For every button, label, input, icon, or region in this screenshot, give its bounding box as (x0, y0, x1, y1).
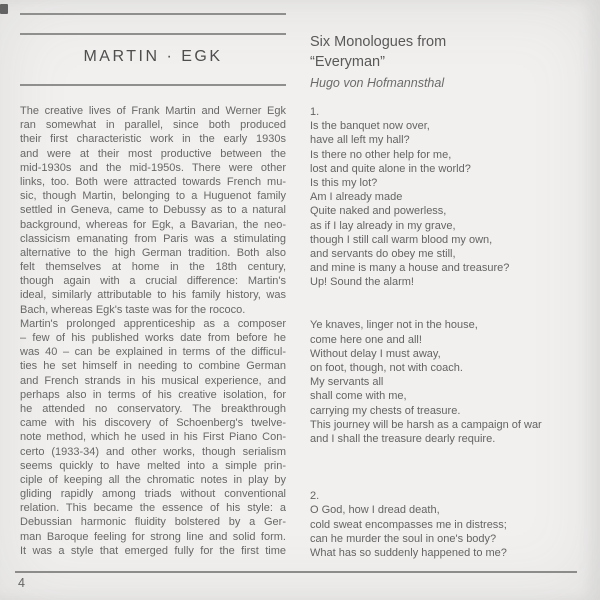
author-byline: Hugo von Hofmannsthal (310, 76, 445, 90)
poem-line: lost and quite alone in the world? (310, 162, 471, 175)
poem-line: and mine is many a house and treasure? (310, 262, 510, 275)
essay-line: ideal, similarly attributable to his family history, was (20, 289, 286, 302)
poem-line: O God, how I dread death, (310, 504, 440, 517)
essay-line: It was a style that emerged fully for the first time (20, 544, 286, 557)
poem-line: This journey will be harsh as a campaign of war (310, 418, 542, 431)
poem-line: Quite naked and powerless, (310, 205, 447, 218)
poem-line: can he murder the soul in one's body? (310, 532, 497, 545)
poem-line: carrying my chests of treasure. (310, 404, 461, 417)
essay-line: was 40 – can be explained in terms of the difficul- (20, 346, 286, 359)
poem-line: Am I already made (310, 191, 403, 204)
poem-line: cold sweat encompasses me in distress; (310, 518, 507, 531)
poem-line: Ye knaves, linger not in the house, (310, 319, 478, 332)
work-title (310, 33, 588, 72)
left-column (20, 0, 286, 600)
essay-line: ciple of keeping all the chromatic notes in play by (20, 473, 286, 486)
essay-line: classicism emanating from Paris was a stimulating (20, 232, 286, 245)
page-number: 4 (18, 576, 25, 590)
essay-line: note method, which he used in his First Piano Con- (20, 431, 286, 444)
essay-line: he attended no conservatory. The breakthrough (20, 402, 286, 415)
poem-line: come here one and all! (310, 333, 422, 346)
essay-line: perhaps also in terms of his creative isolation, for (20, 388, 286, 401)
poem-line: Up! Sound the alarm! (310, 276, 414, 289)
essay-line: ran somewhat in parallel, since both produced (20, 119, 286, 132)
header-rule-middle (20, 33, 286, 35)
essay-line: though again with a crucial difference: Martin's (20, 275, 286, 288)
scan-artifact (0, 4, 8, 14)
essay-line: Bach, whereas Egk's taste was for the rococo. (20, 303, 246, 316)
essay-line: settled in Geneva, came to Debussy as to a natural (20, 204, 286, 217)
header-rule-top (20, 13, 286, 15)
poem-line: Is this my lot? (310, 176, 378, 189)
poem-line: and I shall the treasure dearly require. (310, 432, 496, 445)
essay-line: Debussian harmonic fluidity bolstered by a Ger- (20, 516, 286, 529)
work-title-line1: Six Monologues from (310, 34, 447, 50)
section-title: MARTIN · EGK (83, 48, 223, 65)
poem-stanza (310, 105, 588, 289)
essay-line: man Baroque feeling for strong line and solid form. (20, 530, 286, 543)
essay-line: gliding rapidly among triads without conventional (20, 488, 286, 501)
essay-line: Martin's prolonged apprenticeship as a composer (20, 317, 286, 330)
poem-line: Is there no other help for me, (310, 148, 452, 161)
footer-rule (15, 571, 577, 573)
poem-line: 1. (310, 106, 320, 118)
work-title-line2: “Everyman” (310, 53, 385, 70)
poem-line: have all left my hall? (310, 134, 410, 147)
poem-line: Without delay I must away, (310, 347, 441, 360)
poem-stanza (310, 489, 588, 560)
essay-line: links, too. Both were attracted towards French mu- (20, 175, 286, 188)
essay-line: – few of his published works date from before he (20, 332, 286, 344)
essay-line: their first characteristic work in the early 1930s (20, 133, 286, 146)
poem-line: on foot, though, not with coach. (310, 362, 463, 374)
poem-line: as if I lay already in my grave, (310, 219, 456, 232)
poem-line: Is the banquet now over, (310, 120, 430, 133)
essay-line: seems quickly to have melted into a simple prin- (20, 459, 286, 472)
essay-line: and French strands in his musical experience, and (20, 374, 286, 387)
right-column (310, 0, 588, 600)
essay-line: sic, though Martin, belonging to a Huguenot family (20, 190, 286, 203)
essay-line: and were at their most productive between the (20, 147, 286, 160)
poem-stanza (310, 318, 588, 446)
poem-line: My servants all (310, 376, 384, 389)
essay-line: came with his discovery of Schoenberg's twelve- (20, 417, 286, 430)
essay-line: felt themselves at home in the 18th century, (20, 261, 286, 274)
poem-stanzas (310, 105, 588, 560)
poem-line: What has so suddenly happened to me? (310, 546, 507, 559)
essay-line: The creative lives of Frank Martin and Werner Egk (20, 105, 286, 117)
poem-line: and servants do obey me still, (310, 247, 456, 260)
essay-line: ties he set himself in needing to combine German (20, 360, 286, 373)
poem-line: 2. (310, 490, 320, 503)
header-rule-bottom (20, 84, 286, 86)
poem-line: shall come with me, (310, 390, 407, 403)
essay-line: relation. This became the essence of his style: a (20, 502, 286, 515)
poem-line: though I still call warm blood my own, (310, 233, 493, 246)
essay-line: certo (1933-34) and other works, though serialism (20, 445, 286, 458)
essay-line: background, whereas for Egk, a Bavarian, the neo- (20, 218, 286, 231)
essay-line: alternative to the high German tradition. Both also (20, 246, 286, 259)
essay-text (20, 104, 286, 558)
essay-line: mid-1930s and the mid-1950s. There were other (20, 161, 286, 174)
